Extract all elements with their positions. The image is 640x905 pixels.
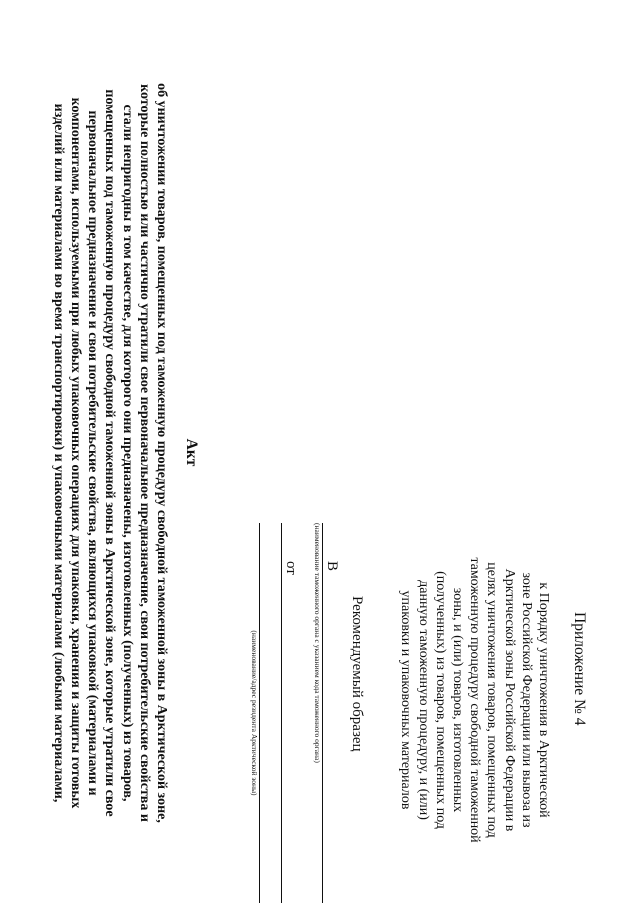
order-line: Арктической зоны Российской Федерации в bbox=[501, 568, 517, 832]
act-title-text bbox=[50, 8, 170, 898]
act-line: изделий или материалами во время транспортировки) и упаковочными материалами (любыми материалами, bbox=[50, 103, 66, 803]
order-line: зоне Российской Федерации или вывоза из bbox=[518, 572, 534, 828]
order-line: упаковки и упаковочных материалов bbox=[398, 590, 414, 810]
act-line: помещенных под таможенную процедуру свободной таможенной зоны в Арктической зоне, которые утратили свое bbox=[102, 89, 118, 817]
order-line: данную таможенную процедуру, и (или) bbox=[415, 580, 431, 820]
appendix-title: Приложение № 4 bbox=[571, 612, 588, 726]
from-prefix: от bbox=[283, 561, 299, 575]
from-row bbox=[281, 523, 299, 903]
order-line: (полученных) из товаров, помещенных под bbox=[432, 571, 448, 829]
from-second-row bbox=[259, 523, 281, 903]
recommended-sample-label: Рекомендуемый образец bbox=[349, 596, 365, 752]
from-second-fill-line bbox=[259, 523, 260, 903]
to-row bbox=[322, 523, 340, 903]
order-line: таможенную процедуру свободной таможенной bbox=[467, 557, 483, 843]
order-line: к Порядку уничтожения в Арктической bbox=[536, 582, 551, 818]
act-line: об уничтожении товаров, помещенных под таможенную процедуру свободной таможенной зоны в Арктической зоне, bbox=[154, 83, 169, 823]
order-reference-block bbox=[397, 505, 552, 895]
act-line: первоначальное предназначение и свои потребительские свойства, являющихся упаковкой (материалами и bbox=[85, 110, 101, 796]
to-caption: (наименование таможенного органа с указанием кода таможенного органа) bbox=[313, 523, 322, 763]
act-line: стали непригодны в том качестве, для которого они предназначены, изготовленных (полученных) из товаров, bbox=[119, 104, 135, 802]
from-caption: (наименование/адрес резидента Арктической зоны) bbox=[250, 630, 259, 796]
act-line: которые полностью или частично утратили свое первоначальное предназначение, свои потребительские свойства и bbox=[136, 84, 152, 822]
order-line: целях уничтожения товаров, помещенных под bbox=[484, 562, 500, 838]
to-fill-line bbox=[322, 523, 323, 903]
act-heading: Акт bbox=[183, 438, 200, 467]
order-line: зоны, и (или) товаров, изготовленных bbox=[449, 587, 465, 813]
act-line: компонентами, используемыми при любых упаковочных операциях для упаковки, хранения и защиты готовых bbox=[67, 97, 83, 809]
address-block bbox=[250, 523, 340, 903]
from-fill-line bbox=[281, 523, 282, 903]
to-prefix: В bbox=[324, 561, 340, 572]
